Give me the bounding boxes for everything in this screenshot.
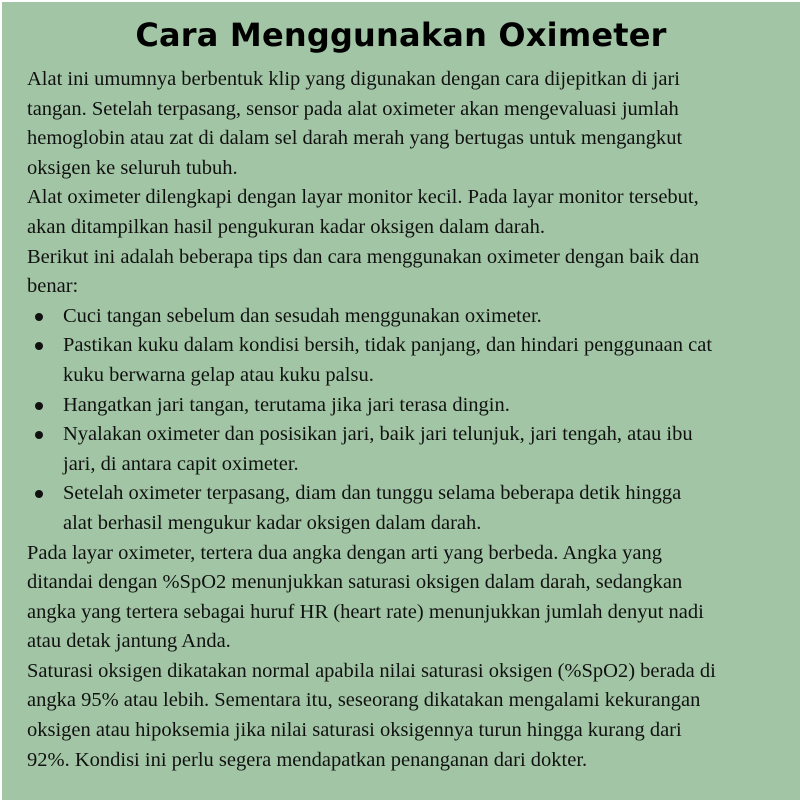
text-line: hemoglobin atau zat di dalam sel darah merah yang bertugas untuk mengangkut bbox=[27, 127, 683, 150]
text-line: Berikut ini adalah beberapa tips dan cara menggunakan oximeter dengan baik dan bbox=[27, 245, 700, 268]
text-line: benar: bbox=[27, 275, 79, 298]
text-line: akan ditampilkan hasil pengukuran kadar oksigen dalam darah. bbox=[27, 215, 546, 238]
text-line: oksigen atau hipoksemia jika nilai saturasi oksigennya turun hingga kurang dari bbox=[27, 719, 682, 742]
bullet-item bbox=[27, 479, 797, 538]
page-title: Cara Menggunakan Oximeter bbox=[135, 16, 667, 54]
text-line: jari, di antara capit oximeter. bbox=[63, 452, 299, 475]
text-line: Alat oximeter dilengkapi dengan layar monitor kecil. Pada layar monitor tersebut, bbox=[27, 186, 699, 209]
text-line: tangan. Setelah terpasang, sensor pada alat oximeter akan mengevaluasi jumlah bbox=[27, 97, 679, 120]
text-line: 92%. Kondisi ini perlu segera mendapatkan penanganan dari dokter. bbox=[27, 748, 588, 771]
text-line: kuku berwarna gelap atau kuku palsu. bbox=[63, 363, 374, 386]
paragraph bbox=[27, 183, 797, 242]
bullet-item bbox=[27, 331, 797, 390]
text-line: oksigen ke seluruh tubuh. bbox=[27, 156, 238, 179]
text-line: Alat ini umumnya berbentuk klip yang digunakan dengan cara dijepitkan di jari bbox=[27, 68, 680, 90]
article-body bbox=[27, 65, 797, 775]
text-line: alat berhasil mengukur kadar oksigen dalam darah. bbox=[63, 511, 482, 534]
text-line: Saturasi oksigen dikatakan normal apabila nilai saturasi oksigen (%SpO2) berada di bbox=[27, 659, 716, 682]
paragraph bbox=[27, 243, 797, 302]
text-line: Nyalakan oximeter dan posisikan jari, baik jari telunjuk, jari tengah, atau ibu bbox=[27, 420, 797, 450]
text-line: angka yang tertera sebagai huruf HR (heart rate) menunjukkan jumlah denyut nadi bbox=[27, 600, 704, 623]
text-line: ditandai dengan %SpO2 menunjukkan saturasi oksigen dalam darah, sedangkan bbox=[27, 571, 683, 594]
bullet-item bbox=[27, 420, 797, 479]
text-line: Cuci tangan sebelum dan sesudah menggunakan oximeter. bbox=[27, 302, 797, 332]
bullet-item bbox=[27, 302, 797, 332]
text-line: Setelah oximeter terpasang, diam dan tunggu selama beberapa detik hingga bbox=[27, 479, 797, 509]
text-line: Pastikan kuku dalam kondisi bersih, tidak panjang, dan hindari penggunaan cat bbox=[27, 331, 797, 361]
bullet-item bbox=[27, 391, 797, 421]
infographic-page bbox=[2, 2, 800, 800]
text-line: Pada layar oximeter, tertera dua angka dengan arti yang berbeda. Angka yang bbox=[27, 541, 662, 564]
paragraph bbox=[27, 65, 797, 183]
text-line: angka 95% atau lebih. Sementara itu, seseorang dikatakan mengalami kekurangan bbox=[27, 689, 701, 712]
paragraph bbox=[27, 657, 797, 775]
text-line: atau detak jantung Anda. bbox=[27, 630, 231, 653]
text-line: Hangatkan jari tangan, terutama jika jari terasa dingin. bbox=[27, 391, 797, 421]
paragraph bbox=[27, 539, 797, 657]
